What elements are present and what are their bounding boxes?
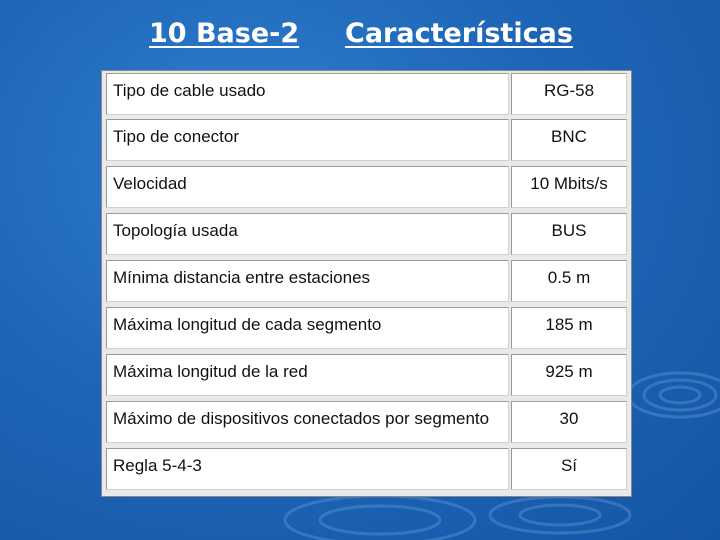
row-label: Máximo de dispositivos conectados por segmento [106,401,509,443]
table-row [106,307,627,351]
row-label: Tipo de conector [106,119,509,161]
table-row [106,119,627,163]
row-label: Tipo de cable usado [106,73,509,115]
row-value: 30 [511,401,627,443]
row-label: Velocidad [106,166,509,208]
row-value: RG-58 [511,73,627,115]
row-value: 925 m [511,354,627,396]
row-value: BUS [511,213,627,255]
title-heading: Características [345,18,573,49]
row-value: 185 m [511,307,627,349]
characteristics-table [101,70,632,497]
table-row [106,354,627,398]
table-row [106,401,627,445]
row-label: Regla 5-4-3 [106,448,509,490]
table-row [106,166,627,210]
row-label: Topología usada [106,213,509,255]
row-value: BNC [511,119,627,161]
row-label: Máxima longitud de la red [106,354,509,396]
table-row [106,213,627,257]
title-standard: 10 Base-2 [149,18,300,49]
table-row [106,448,627,492]
row-value: Sí [511,448,627,490]
row-label: Máxima longitud de cada segmento [106,307,509,349]
table-row [106,73,627,117]
row-value: 10 Mbits/s [511,166,627,208]
slide-title [0,18,720,58]
row-value: 0.5 m [511,260,627,302]
row-label: Mínima distancia entre estaciones [106,260,509,302]
table-row [106,260,627,304]
